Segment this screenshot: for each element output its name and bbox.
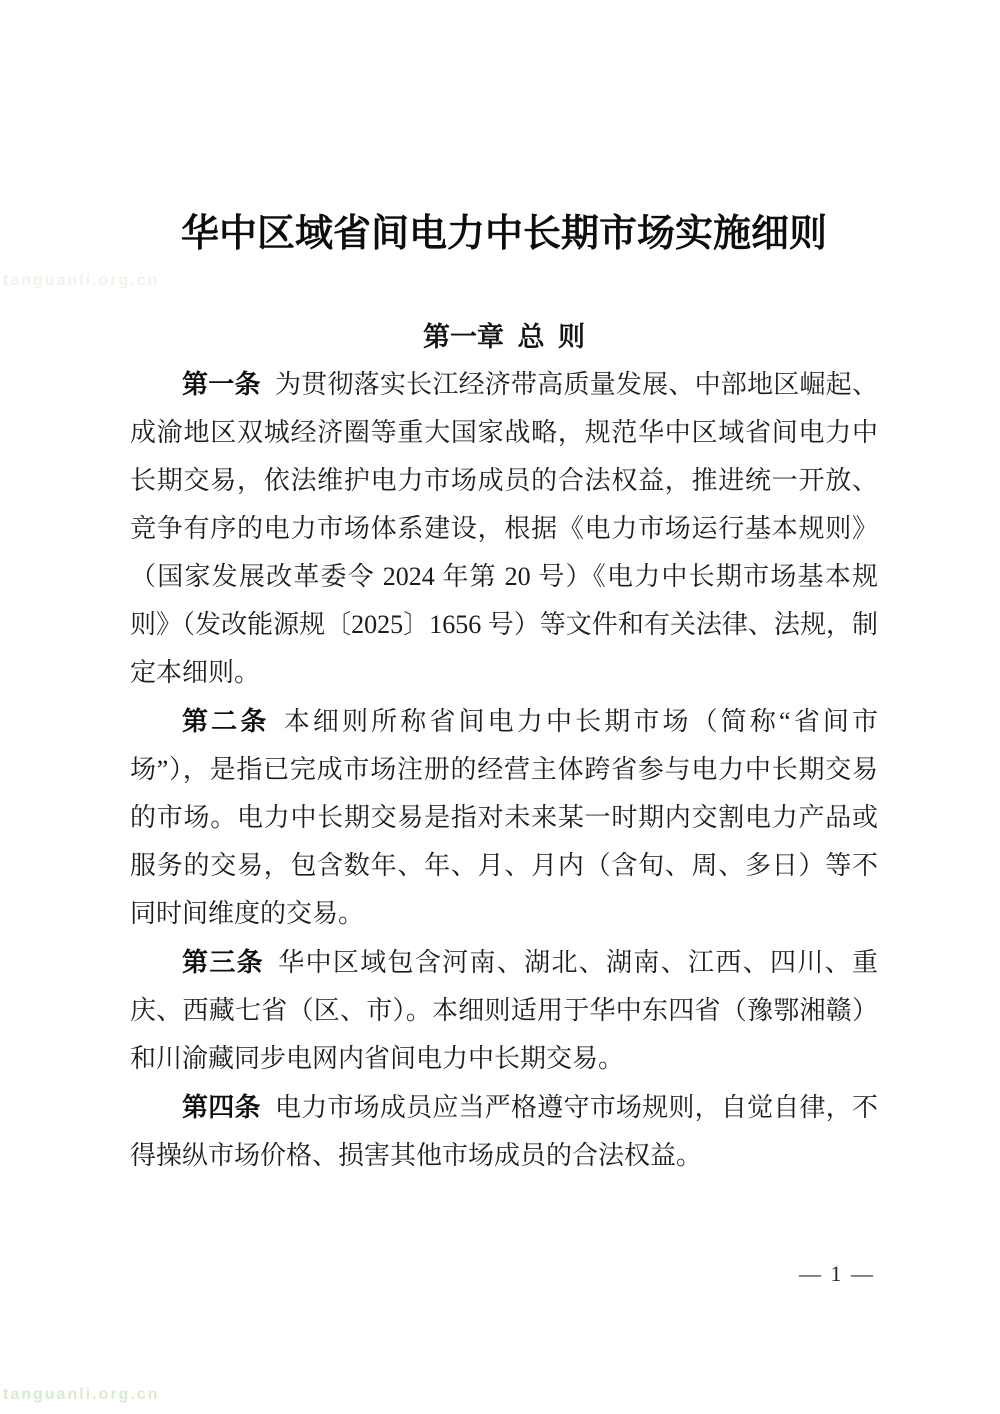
page-content — [130, 0, 878, 1180]
article-3-label: 第三条 — [182, 947, 264, 977]
chapter-heading: 第一章 总 则 — [422, 322, 585, 352]
document-body — [130, 360, 878, 1180]
article-2 — [130, 697, 878, 938]
article-4-text: 电力市场成员应当严格遵守市场规则，自觉自律，不得操纵市场价格、损害其他市场成员的合法权益。 — [130, 1093, 878, 1170]
article-1 — [130, 360, 878, 697]
article-1-label: 第一条 — [182, 369, 261, 399]
watermark-top: tanguanli.org.cn — [3, 272, 160, 289]
article-4-label: 第四条 — [182, 1092, 261, 1122]
article-1-text: 为贯彻落实长江经济带高质量发展、中部地区崛起、成渝地区双城经济圈等重大国家战略，规范华中区域省间电力中长期交易，依法维护电力市场成员的合法权益，推进统一开放、竞争有序的电力市场体系建设，根据《电力市场运行基本规则》（国家发展改革委令 2024 年第 20 号）《电力中长期市场基本规则》（发改能源规〔2025〕1656 号）等文件和有关法律、法规，制定本细则。 — [130, 370, 878, 687]
article-4 — [130, 1083, 878, 1180]
article-2-label: 第二条 — [182, 706, 270, 736]
article-3 — [130, 938, 878, 1083]
article-2-text: 本细则所称省间电力中长期市场（简称“省间市场”），是指已完成市场注册的经营主体跨省参与电力中长期交易的市场。电力中长期交易是指对未来某一时期内交割电力产品或服务的交易，包含数年、年、月、月内（含旬、周、多日）等不同时间维度的交易。 — [130, 707, 878, 928]
page-title: 华中区域省间电力中长期市场实施细则 — [180, 213, 827, 255]
article-3-text: 华中区域包含河南、湖北、湖南、江西、四川、重庆、西藏七省（区、市）。本细则适用于华中东四省（豫鄂湘赣）和川渝藏同步电网内省间电力中长期交易。 — [130, 948, 878, 1073]
page-number: — 1 — — [799, 1261, 875, 1286]
watermark-bottom: tanguanli.org.cn — [3, 1386, 160, 1403]
